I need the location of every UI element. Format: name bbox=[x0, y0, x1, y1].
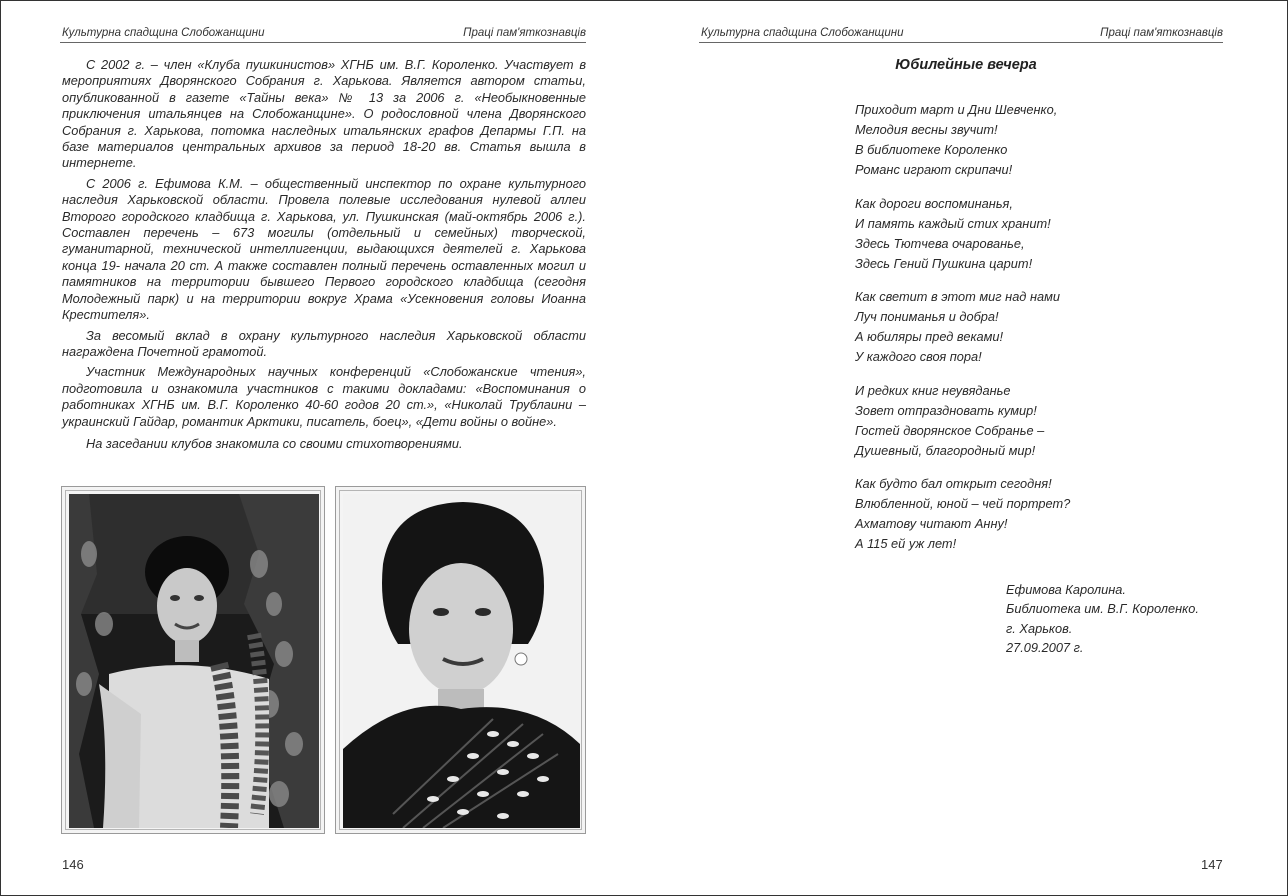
signature-line: Ефимова Каролина. bbox=[1006, 582, 1126, 597]
portrait-photo-2 bbox=[335, 486, 586, 834]
poem-line: И память каждый стих хранит! bbox=[855, 215, 1051, 231]
paragraph: Участник Международных научных конференций «Слобожанские чтения», подготовила и ознакомила участников с такими докладами: «Воспоминания о работниках ХГНБ им. В.Г. Короленко 40-60 годов 20 ст.», «Николай Трублаини – украинский Гайдар, романтик Арктики, писатель, боец», «Дети войны о войне». bbox=[62, 364, 586, 429]
poem-line: Луч пониманья и добра! bbox=[855, 309, 999, 324]
paragraph: С 2002 г. – член «Клуба пушкинистов» ХГНБ им. В.Г. Короленко. Участвует в мероприятиях Дворянского Собрания г. Харькова. Является автором статьи, опубликованной в газете «Тайны века» № 13 за 2006 г. «Необыкновенные приключения итальянцев на Слобожанщине». О родословной члена Дворянского Собрания г. Харькова, потомка наследных итальянских графов Депармы Г.П. на базе материалов центральных архивов за период 18-20 вв. Статья вышла в интернете. bbox=[62, 57, 586, 171]
left-running-header-right: Праці пам'яткознавців bbox=[463, 27, 586, 39]
poem-title: Юбилейные вечера bbox=[895, 57, 1037, 73]
poem-line: Как будто бал открыт сегодня! bbox=[855, 476, 1052, 491]
poem-line: В библиотеке Короленко bbox=[855, 142, 1008, 157]
photo-image-1 bbox=[69, 494, 319, 828]
poem-line: Здесь Тютчева очарованье, bbox=[855, 235, 1025, 251]
paragraph: С 2006 г. Ефимова К.М. – общественный инспектор по охране культурного наследия Харьковской области. Провела полевые исследования нулевой аллеи Второго городского кладбища г. Харькова, ул. Пушкинская (май-октябрь 2006 г.). Составлен перечень – 673 могилы (отдельный и семейных) творческой, гуманитарной, технической интеллигенции, выдающихся деятелей г. Харькова конца 19- начала 20 ст. А также составлен полный перечень оставленных могил и памятников на территории бывшего Первого городского кладбища (сегодня Молодежный парк) и на территории вокруг Храма «Усекновения головы Иоанна Крестителя». bbox=[62, 175, 586, 323]
poem-line: У каждого своя пора! bbox=[855, 349, 982, 364]
poem-line: Как светит в этот миг над нами bbox=[855, 289, 1060, 304]
poem-line: Влюбленной, юной – чей портрет? bbox=[855, 496, 1071, 511]
paragraph: На заседании клубов знакомила со своими стихотворениями. bbox=[86, 435, 463, 451]
signature-line: Библиотека им. В.Г. Короленко. bbox=[1006, 601, 1199, 617]
signature-line: 27.09.2007 г. bbox=[1006, 639, 1084, 655]
stanza bbox=[855, 381, 1070, 461]
right-running-header-right: Праці пам'яткознавців bbox=[1100, 27, 1223, 39]
poem-line: И редких книг неувяданье bbox=[855, 382, 1011, 398]
poem bbox=[855, 100, 1070, 568]
right-page bbox=[644, 0, 1288, 896]
poem-line: Зовет отпраздновать кумир! bbox=[855, 402, 1037, 418]
portrait-photo-1 bbox=[61, 486, 325, 834]
poem-line: Мелодия весны звучит! bbox=[855, 122, 998, 137]
left-body-text bbox=[62, 57, 586, 456]
signature-block bbox=[1006, 580, 1199, 657]
poem-line: Гостей дворянское Собранье – bbox=[855, 422, 1045, 438]
signature-line: г. Харьков. bbox=[1006, 620, 1073, 636]
paragraph: За весомый вклад в охрану культурного наследия Харьковской области награждена Почетной грамотой. bbox=[62, 327, 586, 359]
poem-line: Ахматову читают Анну! bbox=[855, 516, 1008, 531]
left-running-header-left: Культурна спадщина Слобожанщини bbox=[62, 27, 265, 39]
poem-line: Романс играют скрипачи! bbox=[855, 162, 1013, 177]
right-header-rule bbox=[699, 42, 1223, 43]
left-header-rule bbox=[60, 42, 586, 43]
stanza bbox=[855, 194, 1070, 274]
poem-line: Душевный, благородный мир! bbox=[855, 442, 1036, 458]
stanza bbox=[855, 100, 1070, 180]
poem-line: Как дороги воспоминанья, bbox=[855, 195, 1013, 211]
page-number-left: 146 bbox=[62, 857, 84, 872]
photo-image-2 bbox=[343, 494, 580, 828]
stanza bbox=[855, 287, 1070, 367]
poem-line: Приходит март и Дни Шевченко, bbox=[855, 102, 1058, 117]
poem-line: А юбиляры пред веками! bbox=[855, 329, 1004, 344]
page-number-right: 147 bbox=[1201, 857, 1223, 872]
poem-line: А 115 ей уж лет! bbox=[855, 536, 957, 551]
stanza bbox=[855, 474, 1070, 554]
right-running-header-left: Культурна спадщина Слобожанщини bbox=[701, 27, 904, 39]
poem-line: Здесь Гений Пушкина царит! bbox=[855, 255, 1033, 271]
